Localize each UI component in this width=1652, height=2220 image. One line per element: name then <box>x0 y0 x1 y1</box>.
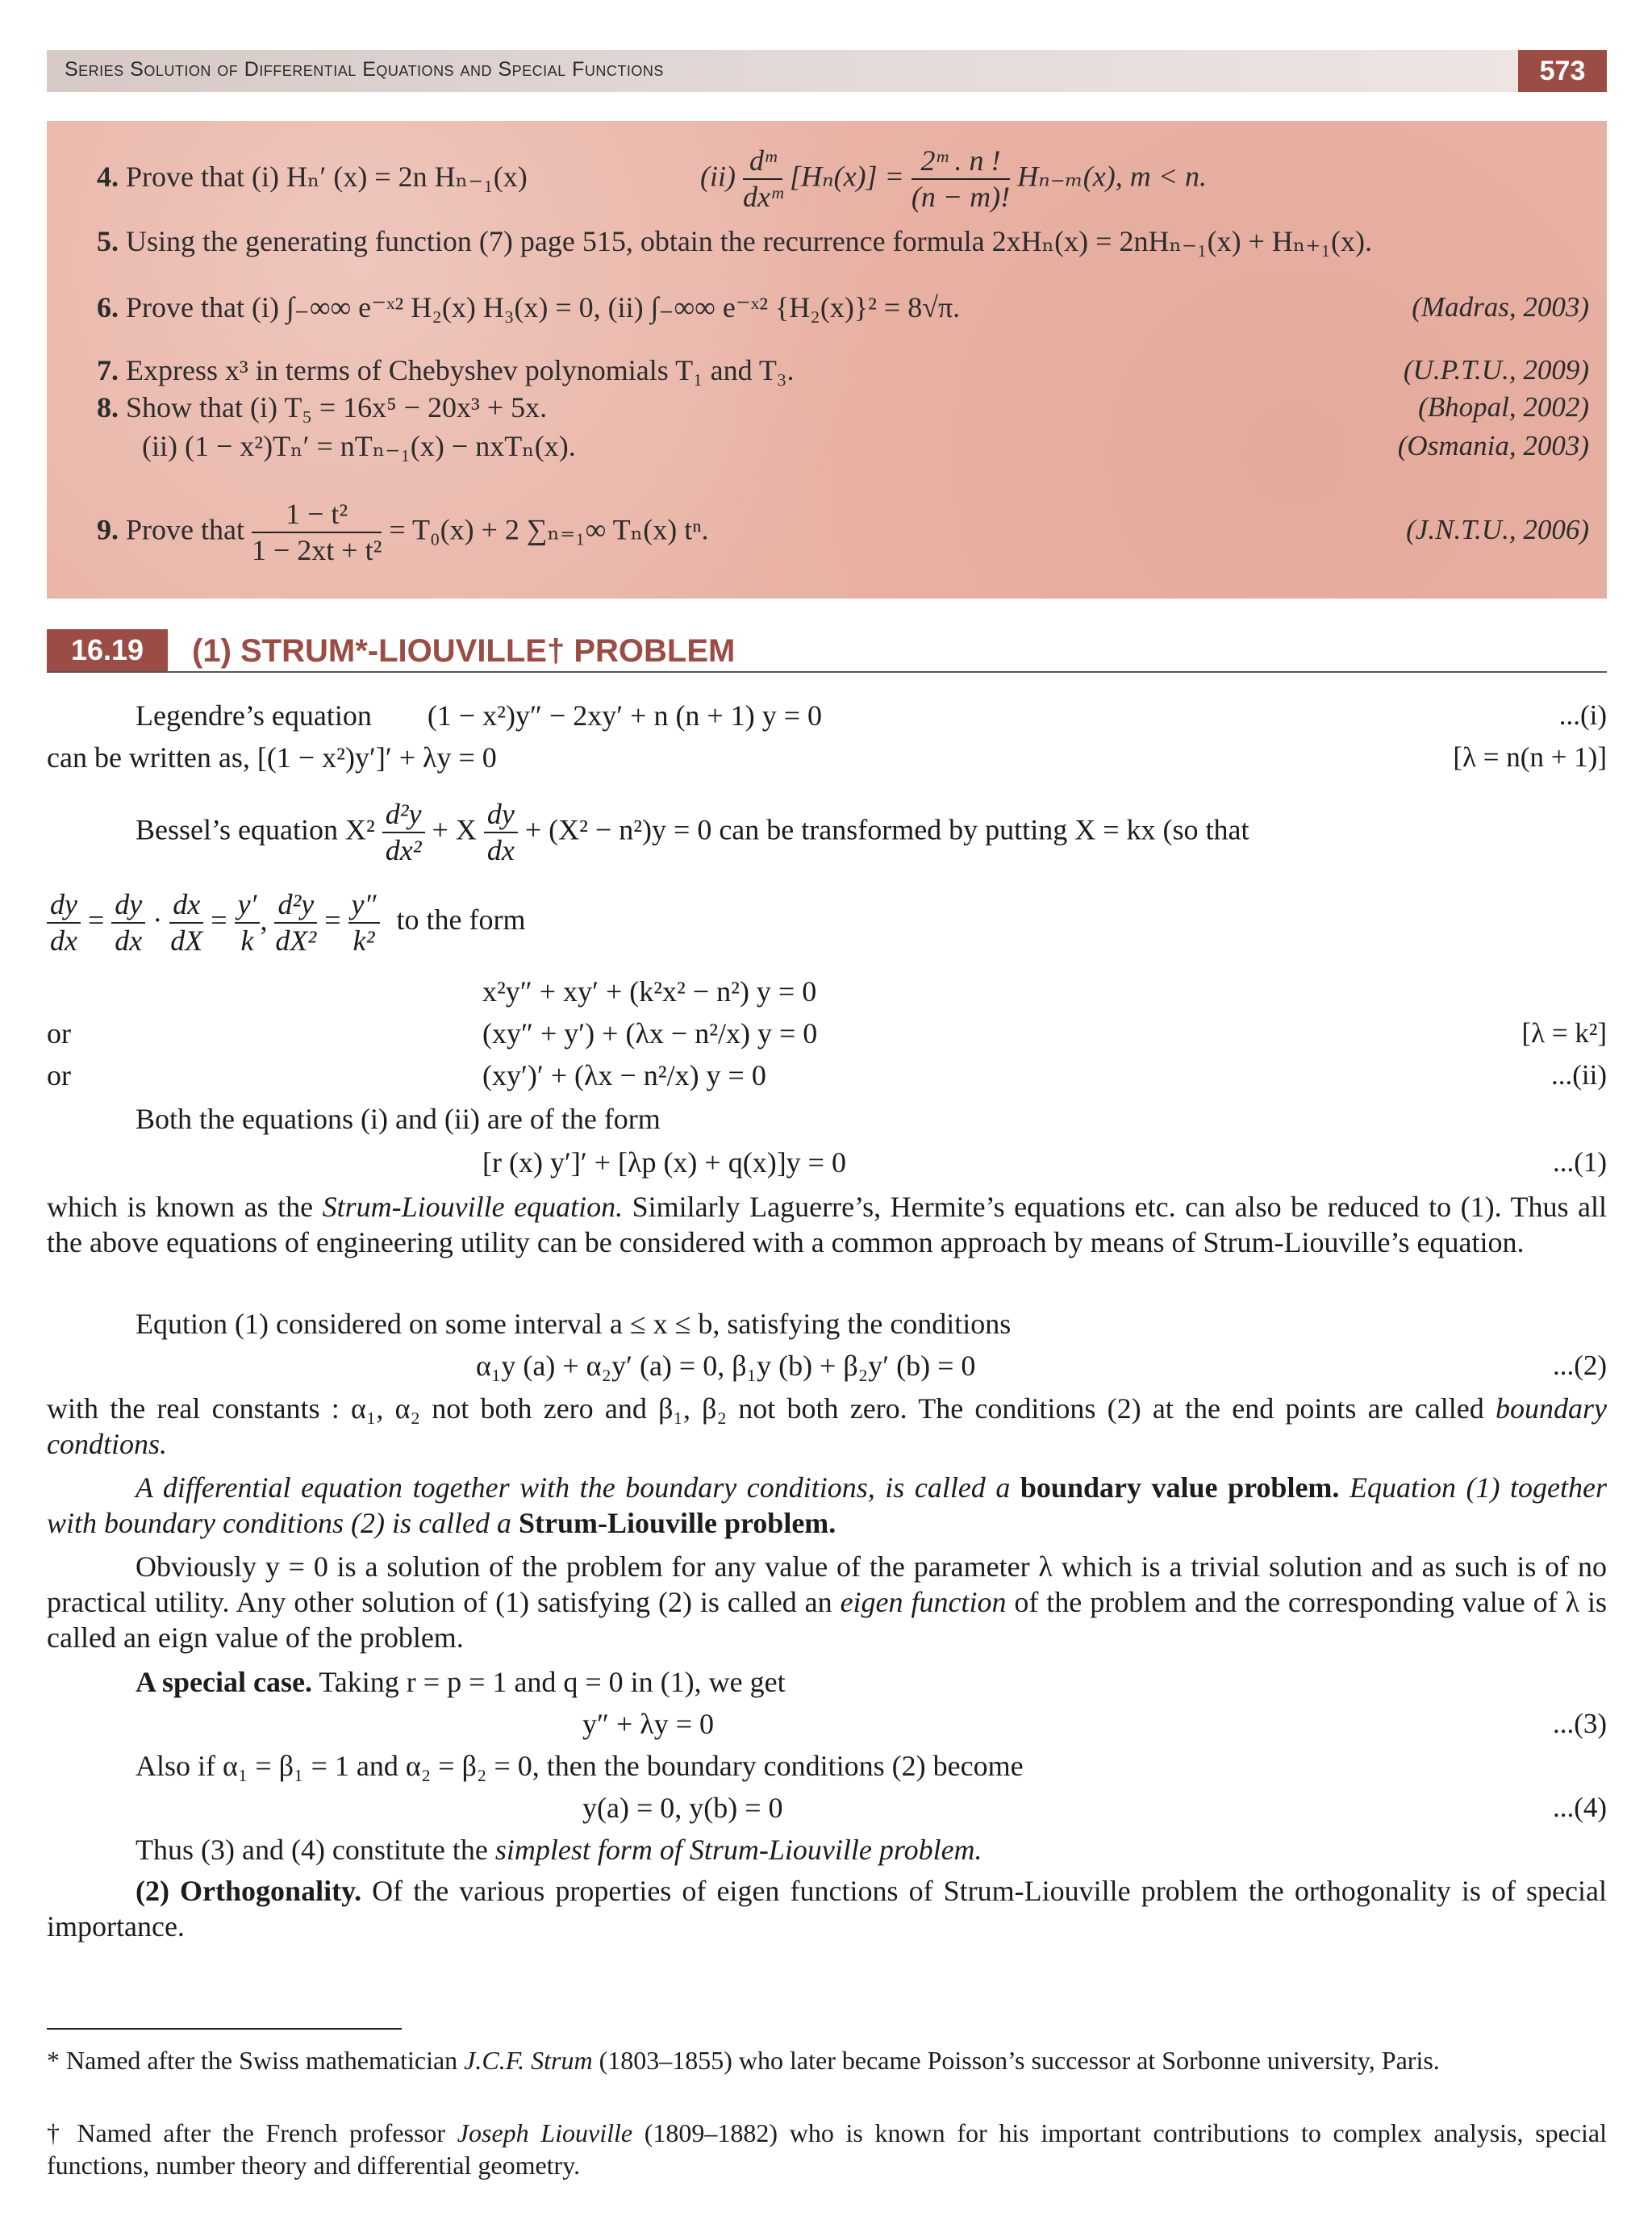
paragraph-sl-equation: which is known as the Strum-Liouville equation. Similarly Laguerre’s, Hermite’s equations etc. can also be reduced to (1). Thus all the above equations of engineering utility can be considered with a common approach by means of Strum-Liouville’s equation. <box>47 1191 1607 1258</box>
equation-tag: ...(1) <box>1552 1146 1607 1178</box>
generating-fraction: $\frac{\text{1 − t²}}{\text{1 − 2xt + t²}}$ <box>251 498 382 567</box>
exercise-text: Show that (i) T₅ = 16x⁵ − 20x³ + 5x. <box>126 391 548 424</box>
boundary-conditions-equation: α₁y (a) + α₂y′ (a) = 0, β₁y (b) + β₂y′ (b) = 0 <box>476 1350 976 1382</box>
exercise-number: 5. <box>97 225 119 257</box>
legendre-equation: (1 − x²)y″ − 2xy′ + n (n + 1) y = 0 <box>427 699 823 732</box>
section-rule <box>47 671 1607 673</box>
exercise-source: (J.N.T.U., 2006) <box>1406 514 1589 545</box>
equation-tag: ...(4) <box>1552 1792 1607 1823</box>
exercise-4-part-i: Prove that (i) Hₙ′ (x) = 2n Hₙ₋₁(x) <box>126 161 528 193</box>
exercise-number: 4. <box>97 161 119 193</box>
special-case-line: A special case. Taking r = p = 1 and q = 0 in (1), we get <box>136 1666 786 1698</box>
or-label: or <box>47 1017 71 1049</box>
footnote-rule <box>47 2028 402 2030</box>
equation-tag: ...(ii) <box>1550 1059 1607 1091</box>
hermite-tail: Hₙ₋ₘ(x), m < n. <box>1017 160 1208 193</box>
legendre-lead: Legendre’s equation <box>136 699 372 732</box>
substitution-line: $\frac{dy}{dx}$ = $\frac{dy}{dx}$ · $\frac{dx}{dX}$ = $\frac{y'}{k}$ , $\frac{\text{d²y}}{\text{dX²}}$ = $\frac{y''}{\text{k²}}$ to the form <box>47 887 525 958</box>
exercise-7 <box>97 353 794 388</box>
exercise-4 <box>97 160 528 194</box>
legendre-line <box>136 699 822 733</box>
simple-equation: y″ + λy = 0 <box>582 1708 715 1740</box>
lambda-definition: [λ = n(n + 1)] <box>1453 741 1607 773</box>
bessel-sl-form: (xy′)′ + (λx − n²/x) y = 0 <box>482 1059 766 1091</box>
exercise-lead: Prove that <box>126 513 244 546</box>
equation-tag: ...(2) <box>1552 1350 1607 1381</box>
hermite-term: [Hₙ(x)] = <box>789 160 904 193</box>
exercise-rhs: = T₀(x) + 2 ∑ₙ₌₁∞ Tₙ(x) tⁿ. <box>389 513 709 546</box>
exercise-text: Using the generating function (7) page 515, obtain the recurrence formula 2xHₙ(x) = 2nHₙ₋₁(x) + Hₙ₊₁(x). <box>126 225 1372 257</box>
paragraph-orthogonality: (2) Orthogonality. Of the various properties of eigen functions of Strum-Liouville problem the orthogonality is of special importance. <box>47 1875 1607 1942</box>
exercise-source: (U.P.T.U., 2009) <box>1403 354 1589 386</box>
second-derivative: $\frac{\text{d²y}}{\text{dx²}}$ <box>382 797 425 868</box>
part-label: (ii) <box>700 160 736 193</box>
exercise-6 <box>97 290 960 325</box>
exercise-5 <box>97 224 1372 259</box>
substitution-tail: to the form <box>396 903 526 937</box>
derivative-fraction: $\frac{\text{dᵐ}}{\text{dxᵐ}}$ <box>742 144 782 214</box>
also-if-line: Also if α₁ = β₁ = 1 and α₂ = β₂ = 0, then the boundary conditions (2) become <box>136 1750 1024 1782</box>
bessel-tail: + (X² − n²)y = 0 can be transformed by putting X = kx (so that <box>524 813 1249 846</box>
bessel-line <box>136 797 1607 868</box>
footnote-liouville: † Named after the French professor Joseph Liouville (1809–1882) who is known for his important contributions to complex analysis, special functions, number theory and differential geometry. <box>47 2118 1608 2180</box>
running-header <box>47 50 1607 92</box>
interval-line: Eqution (1) considered on some interval a ≤ x ≤ b, satisfying the conditions <box>136 1308 1012 1340</box>
first-derivative: $\frac{dy}{dx}$ <box>484 797 518 868</box>
paragraph-definition: A differential equation together with the boundary conditions, is called a boundary value problem. Equation (1) together with boundary conditions (2) is called a Strum-Liouville problem. <box>47 1471 1607 1539</box>
or-label: or <box>47 1059 71 1091</box>
coefficient-fraction: $\frac{\text{2ᵐ . n !}}{(n - m)!}$ <box>911 144 1011 214</box>
paragraph-boundary-conditions: with the real constants : α₁, α₂ not both zero and β₁, β₂ not both zero. The conditions (2) at the end points are called boundary condtions. <box>47 1392 1607 1460</box>
exercise-8-part-ii: (ii) (1 − x²)Tₙ′ = nTₙ₋₁(x) − nxTₙ(x). <box>142 430 576 462</box>
simplest-form-line: Thus (3) and (4) constitute the simplest form of Strum-Liouville problem. <box>136 1834 982 1866</box>
transformed-equation-2: (xy″ + y′) + (λx − n²/x) y = 0 <box>482 1017 818 1049</box>
bessel-mid: + X <box>432 813 477 846</box>
exercise-number: 7. <box>97 354 119 386</box>
section-number: 16.19 <box>47 629 168 671</box>
equation-tag: ...(3) <box>1552 1708 1607 1739</box>
exercise-text: Prove that (i) ∫₋∞∞ e⁻ˣ² H₂(x) H₃(x) = 0, (ii) ∫₋∞∞ e⁻ˣ² {H₂(x)}² = 8√π. <box>126 291 961 323</box>
exercise-number: 8. <box>97 391 119 424</box>
sl-equation: [r (x) y′]′ + [λp (x) + q(x)]y = 0 <box>482 1146 846 1179</box>
page-number: 573 <box>1518 50 1607 92</box>
paragraph-eigen: Obviously y = 0 is a solution of the problem for any value of the parameter λ which is a trivial solution and as such is of no practical utility. Any other solution of (1) satisfying (2) is called an eigen function of the problem and the corresponding value of λ is called an eign value of the problem. <box>47 1550 1607 1654</box>
exercise-number: 6. <box>97 291 119 323</box>
exercise-source: (Bhopal, 2002) <box>1418 391 1589 423</box>
lambda-k: [λ = k²] <box>1521 1017 1607 1049</box>
transformed-equation: x²y″ + xy′ + (k²x² − n²) y = 0 <box>482 975 817 1008</box>
legendre-sl-form: can be written as, [(1 − x²)y′]′ + λy = 0 <box>47 741 497 774</box>
both-equations-line: Both the equations (i) and (ii) are of the form <box>136 1103 661 1135</box>
exercise-9 <box>97 497 709 568</box>
section-title: (1) STRUM*-LIOUVILLE† PROBLEM <box>192 633 736 669</box>
equation-tag: ...(i) <box>1558 699 1607 731</box>
footnote-strum: * Named after the Swiss mathematician J.C.F. Strum (1803–1855) who later became Poisson’s successor at Sorbonne university, Paris. <box>47 2046 1440 2075</box>
exercise-4-part-ii <box>700 144 1207 215</box>
bessel-lead: Bessel’s equation X² <box>136 813 375 846</box>
running-head-title: Series Solution of Differential Equations and Special Functions <box>65 58 664 81</box>
exercise-number: 9. <box>97 513 119 546</box>
exercise-text: Express x³ in terms of Chebyshev polynomials T₁ and T₃. <box>126 354 795 386</box>
exercise-box <box>47 121 1607 599</box>
exercise-source: (Osmania, 2003) <box>1397 430 1589 461</box>
exercise-8 <box>97 390 547 425</box>
endpoint-conditions: y(a) = 0, y(b) = 0 <box>582 1792 783 1824</box>
exercise-source: (Madras, 2003) <box>1412 291 1589 323</box>
